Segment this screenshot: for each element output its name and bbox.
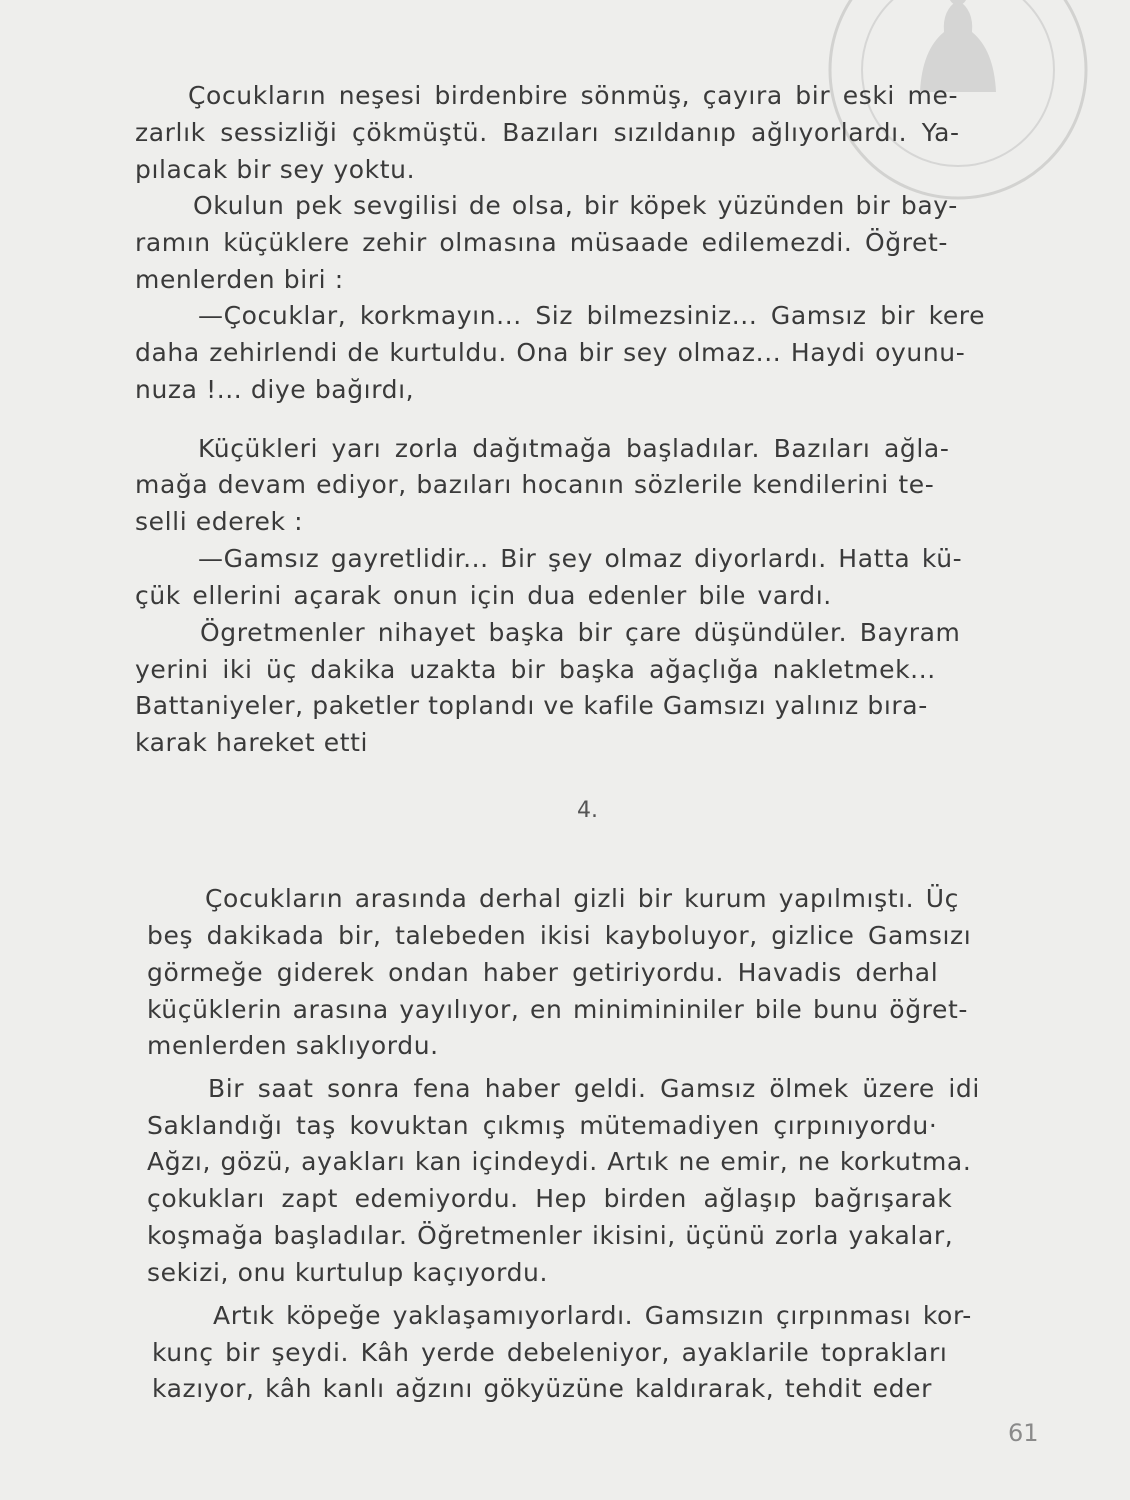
text-line: —Çocuklar, korkmayın... Siz bilmezsiniz... Gamsız bir kere: [198, 301, 986, 330]
text-line: Ögretmenler nihayet başka bir çare düşündüler. Bayram: [200, 618, 961, 647]
text-line: nuza !... diye bağırdı,: [135, 375, 415, 404]
text-line: Battaniyeler, paketler toplandı ve kafile Gamsızı yalınız bıra-: [135, 691, 928, 720]
text-line: çokukları zapt edemiyordu. Hep birden ağlaşıp bağrışarak: [147, 1184, 953, 1213]
text-line: menlerden saklıyordu.: [147, 1031, 439, 1060]
text-line: Saklandığı taş kovuktan çıkmış mütemadiyen çırpınıyordu·: [147, 1111, 938, 1140]
text-line: Küçükleri yarı zorla dağıtmağa başladılar. Bazıları ağla-: [198, 434, 950, 463]
text-line: küçüklerin arasına yayılıyor, en minimininiler bile bunu öğret-: [147, 995, 969, 1024]
text-line: yerini iki üç dakika uzakta bir başka ağaçlığa nakletmek...: [135, 655, 936, 684]
text-line: kazıyor, kâh kanlı ağzını gökyüzüne kaldırarak, tehdit eder: [152, 1374, 932, 1403]
text-line: karak hareket etti: [135, 728, 369, 757]
text-line: Okulun pek sevgilisi de olsa, bir köpek yüzünden bir bay-: [193, 191, 958, 220]
text-line: Çocukların arasında derhal gizli bir kurum yapılmıştı. Üç: [205, 884, 959, 913]
text-line: Çocukların neşesi birdenbire sönmüş, çayıra bir eski me-: [188, 81, 959, 110]
text-line: daha zehirlendi de kurtuldu. Ona bir sey olmaz... Haydi oyunu-: [135, 338, 966, 367]
page-number: 61: [1008, 1419, 1039, 1447]
text-line: selli ederek :: [135, 507, 304, 536]
text-line: pılacak bir sey yoktu.: [135, 155, 416, 184]
text-line: —Gamsız gayretlidir... Bir şey olmaz diyorlardı. Hatta kü-: [198, 544, 963, 573]
text-line: mağa devam ediyor, bazıları hocanın sözlerile kendilerini te-: [135, 470, 935, 499]
text-line: Artık köpeğe yaklaşamıyorlardı. Gamsızın çırpınması kor-: [213, 1301, 972, 1330]
text-line: görmeğe giderek ondan haber getiriyordu. Havadis derhal: [147, 958, 939, 987]
text-line: zarlık sessizliği çökmüştü. Bazıları sızıldanıp ağlıyorlardı. Ya-: [135, 118, 960, 147]
text-line: beş dakikada bir, talebeden ikisi kayboluyor, gizlice Gamsızı: [147, 921, 972, 950]
text-line: kunç bir şeydi. Kâh yerde debeleniyor, ayaklarile toprakları: [152, 1338, 948, 1367]
text-line: ramın küçüklere zehir olmasına müsaade edilemezdi. Öğret-: [135, 228, 949, 257]
text-line: Bir saat sonra fena haber geldi. Gamsız ölmek üzere idi: [208, 1074, 980, 1103]
section-number: 4.: [577, 798, 598, 823]
text-line: koşmağa başladılar. Öğretmenler ikisini, üçünü zorla yakalar,: [147, 1221, 954, 1250]
text-line: çük ellerini açarak onun için dua edenler bile vardı.: [135, 581, 832, 610]
text-line: Ağzı, gözü, ayakları kan içindeydi. Artık ne emir, ne korkutma.: [147, 1147, 972, 1176]
text-line: sekizi, onu kurtulup kaçıyordu.: [147, 1258, 549, 1287]
text-line: menlerden biri :: [135, 265, 344, 294]
